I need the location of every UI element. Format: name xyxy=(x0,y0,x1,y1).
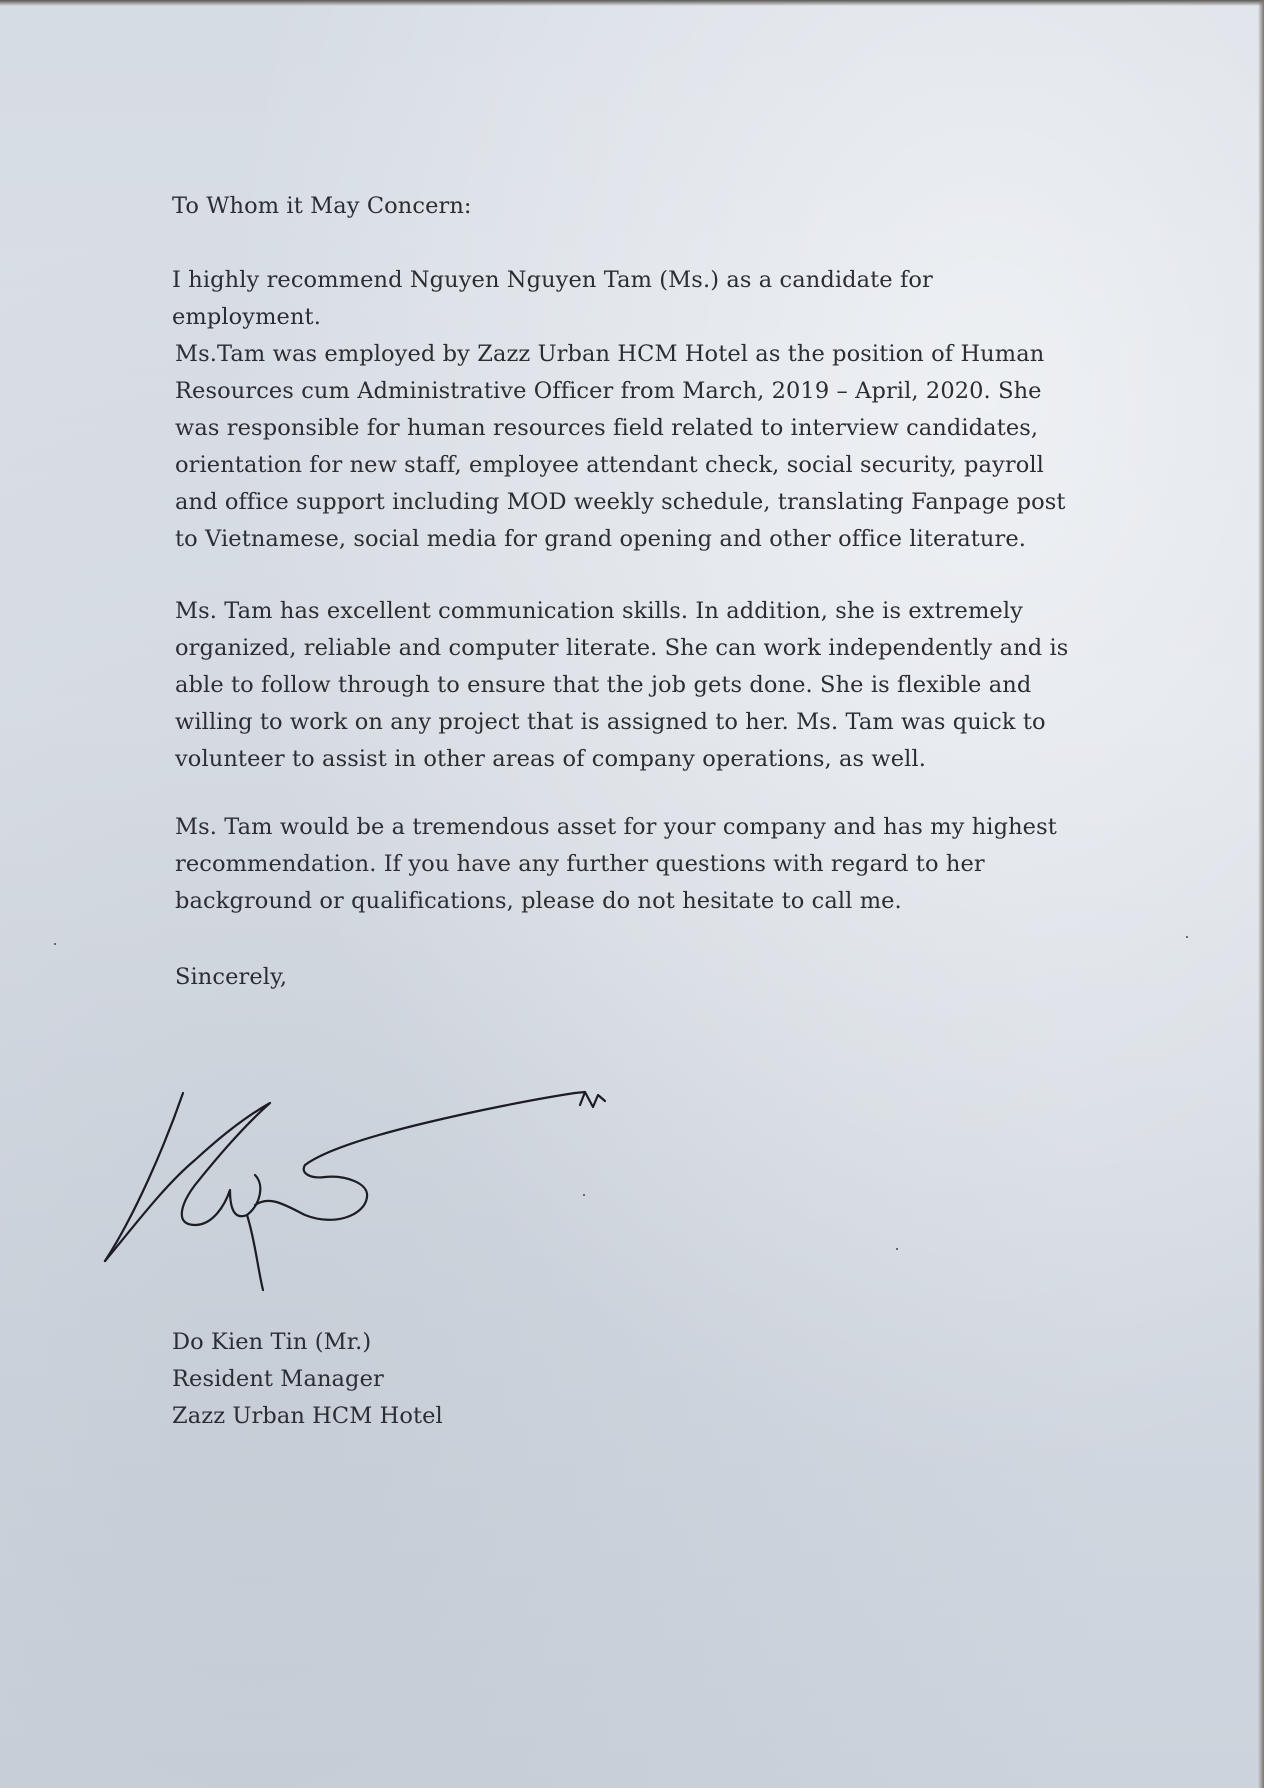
paragraph-1-line: employment. xyxy=(172,304,321,330)
paper-speck xyxy=(54,943,56,945)
paragraph-3-line: background or qualifications, please do not hesitate to call me. xyxy=(175,888,902,914)
paper-right-edge xyxy=(1258,0,1264,1788)
paragraph-1-line: to Vietnamese, social media for grand opening and other office literature. xyxy=(175,526,1027,552)
signer-company: Zazz Urban HCM Hotel xyxy=(172,1403,443,1429)
paragraph-3-line: recommendation. If you have any further questions with regard to her xyxy=(175,851,985,877)
paper-speck xyxy=(1186,936,1188,938)
paragraph-1-line: orientation for new staff, employee attendant check, social security, payroll xyxy=(175,452,1044,478)
paragraph-1-line: and office support including MOD weekly schedule, translating Fanpage post xyxy=(175,489,1066,515)
salutation: To Whom it May Concern: xyxy=(172,193,472,219)
paragraph-2-line: willing to work on any project that is assigned to her. Ms. Tam was quick to xyxy=(175,709,1046,735)
paragraph-1-line: I highly recommend Nguyen Nguyen Tam (Ms.) as a candidate for xyxy=(172,267,933,293)
paragraph-3-line: Ms. Tam would be a tremendous asset for your company and has my highest xyxy=(175,814,1057,840)
signer-title: Resident Manager xyxy=(172,1366,384,1392)
closing: Sincerely, xyxy=(175,964,288,990)
signature-icon xyxy=(95,1065,615,1295)
paragraph-2-line: volunteer to assist in other areas of company operations, as well. xyxy=(175,746,927,772)
signer-name: Do Kien Tin (Mr.) xyxy=(172,1329,372,1355)
paragraph-1-line: Resources cum Administrative Officer from March, 2019 – April, 2020. She xyxy=(175,378,1042,404)
paragraph-1-line: was responsible for human resources field related to interview candidates, xyxy=(175,415,1039,441)
paper-speck xyxy=(583,1194,585,1196)
paragraph-2-line: organized, reliable and computer literate. She can work independently and is xyxy=(175,635,1069,661)
paragraph-2-line: able to follow through to ensure that the job gets done. She is flexible and xyxy=(175,672,1032,698)
paragraph-1-line: Ms.Tam was employed by Zazz Urban HCM Hotel as the position of Human xyxy=(175,341,1045,367)
paper-speck xyxy=(896,1248,898,1250)
paragraph-2-line: Ms. Tam has excellent communication skills. In addition, she is extremely xyxy=(175,598,1023,624)
paper-top-edge xyxy=(0,0,1264,6)
